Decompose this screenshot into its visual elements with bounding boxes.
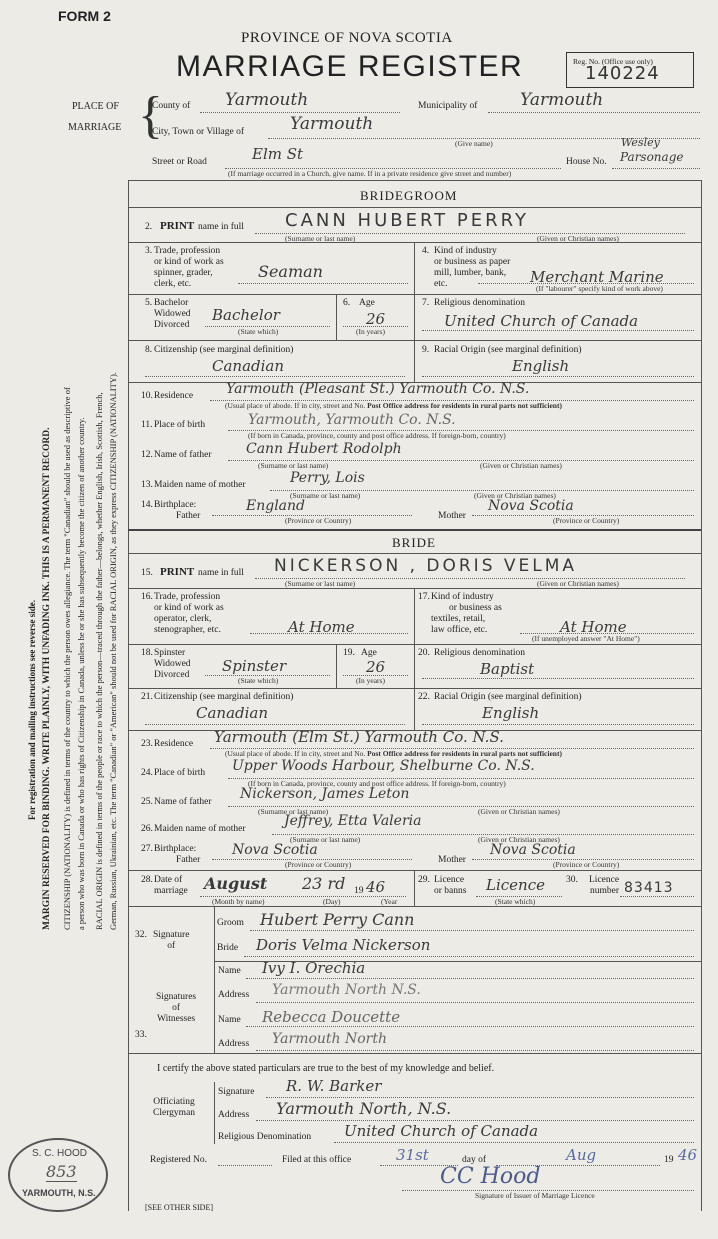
groom-print-label: PRINT bbox=[160, 220, 195, 232]
bride-father-surname-caption: (Surname or last name) bbox=[258, 807, 329, 816]
bride-birthplace-label: Birthplace: Father bbox=[154, 844, 201, 865]
street-value: Elm St bbox=[252, 145, 304, 163]
bride-n23: 23. bbox=[141, 739, 153, 749]
groom-trade-label: Trade, profession or kind of work as spinner, grader, clerk, etc. bbox=[154, 246, 224, 289]
house-value-1: Wesley bbox=[621, 136, 660, 149]
groom-n14: 14. bbox=[141, 500, 153, 510]
stamp-number: 853 bbox=[46, 1162, 77, 1181]
registered-no-label: Registered No. bbox=[150, 1155, 207, 1165]
bride-religion: Baptist bbox=[480, 660, 535, 678]
reg-no-box bbox=[566, 52, 694, 88]
bride-mother: Jeffrey, Etta Valeria bbox=[284, 813, 422, 829]
groom-n10: 10. bbox=[141, 391, 153, 401]
groom-given-caption: (Given or Christian names) bbox=[537, 234, 619, 243]
witness-1-address: Yarmouth North N.S. bbox=[272, 982, 421, 998]
page-title: MARRIAGE REGISTER bbox=[176, 50, 524, 83]
bride-heading: BRIDE bbox=[392, 535, 436, 550]
place-note: (If marriage occurred in a Church, give name. If in a private residence give street and number) bbox=[228, 169, 512, 178]
groom-status: Bachelor bbox=[212, 306, 280, 324]
bride-status-label: Spinster Widowed Divorced bbox=[154, 648, 191, 680]
see-other-side: [SEE OTHER SIDE] bbox=[145, 1203, 213, 1212]
bride-residence-caption: (Usual place of abode. If in city, street and No. Post Office address for residents in rural parts not sufficient) bbox=[225, 749, 562, 758]
witnesses-label: Signatures of Witnesses bbox=[156, 992, 197, 1024]
form-number: FORM 2 bbox=[58, 8, 111, 24]
bride-residence-label: Residence bbox=[154, 739, 194, 749]
w2-address-label: Address bbox=[218, 1039, 250, 1049]
bride-n25: 25. bbox=[141, 797, 153, 807]
groom-mother-label: Maiden name of mother bbox=[154, 480, 246, 490]
clergy-signature-label: Signature bbox=[218, 1087, 255, 1097]
groom-n7: 7. bbox=[422, 298, 430, 308]
issuer-caption: Signature of Issuer of Marriage Licence bbox=[475, 1191, 595, 1200]
groom-n3: 3. bbox=[145, 246, 153, 256]
bride-trade-label: Trade, profession or kind of work as operator, clerk, stenographer, etc. bbox=[154, 592, 224, 635]
groom-mother-given-caption: (Given or Christian names) bbox=[474, 491, 556, 500]
bride-n21: 21. bbox=[141, 692, 153, 702]
groom-residence: Yarmouth (Pleasant St.) Yarmouth Co. N.S. bbox=[226, 381, 530, 397]
groom-industry-label: Kind of industry or business as paper mill, lumber, bank, etc. bbox=[434, 246, 511, 289]
bride-birth-label: Place of birth bbox=[154, 768, 206, 778]
sidebar-racial-def-2: German, Russian, Ukrainian, etc. The term "Canadian" or "American" should not be used for RACIAL ORIGIN, as they express CITIZENSHIP (NATIONALITY). bbox=[108, 372, 118, 930]
date-month-caption: (Month by name) bbox=[212, 897, 265, 906]
bride-n27: 27. bbox=[141, 844, 153, 854]
groom-father-birthplace: England bbox=[246, 498, 306, 514]
municipality-value: Yarmouth bbox=[520, 90, 604, 110]
sidebar-instructions: For registration and mailing instructions see reverse side. bbox=[27, 600, 37, 820]
groom-signature: Hubert Perry Cann bbox=[260, 910, 415, 929]
w1-address-label: Address bbox=[218, 990, 250, 1000]
groom-labourer-caption: (If "labourer" specify kind of work above) bbox=[536, 284, 663, 293]
give-name-caption: (Give name) bbox=[455, 139, 493, 148]
groom-surname-caption: (Surname or last name) bbox=[285, 234, 356, 243]
sidebar-citizenship-def-2: a person who was born in Canada or who has rights of Citizenship in Canada, unless he or she has subsequently become the citizen of another country. bbox=[76, 417, 86, 930]
groom-religion-label: Religious denomination bbox=[434, 298, 526, 308]
bride-age-label: Age bbox=[361, 648, 377, 658]
bride-signature: Doris Velma Nickerson bbox=[256, 936, 431, 954]
registrar-stamp bbox=[8, 1138, 108, 1212]
bride-given-caption: (Given or Christian names) bbox=[537, 579, 619, 588]
bride-trade: At Home bbox=[288, 618, 355, 636]
reg-no-value: 140224 bbox=[585, 63, 660, 84]
brace: { bbox=[138, 87, 163, 144]
groom-sig-label: Groom bbox=[217, 918, 244, 928]
marriage-year: 46 bbox=[366, 878, 386, 896]
groom-n2: 2. bbox=[145, 222, 153, 232]
groom-status-label: Bachelor Widowed Divorced bbox=[154, 298, 191, 330]
marriage-day: 23 rd bbox=[302, 874, 346, 893]
filed-month: Aug bbox=[566, 1146, 597, 1164]
groom-n11: 11. bbox=[141, 420, 153, 430]
bride-citizenship: Canadian bbox=[196, 704, 269, 722]
reg-no-label: Reg. No. (Office use only) bbox=[573, 57, 653, 66]
groom-mother-surname-caption: (Surname or last name) bbox=[290, 491, 361, 500]
sig-n33: 33. bbox=[135, 1030, 147, 1040]
sidebar-margin-notice: MARGIN RESERVED FOR BINDING. WRITE PLAINLY, WITH UNFADING INK. THIS IS A PERMANENT RECORD. bbox=[42, 427, 52, 930]
bride-mother-given-caption: (Given or Christian names) bbox=[478, 835, 560, 844]
bride-racial: English bbox=[482, 704, 540, 722]
bride-n26: 26. bbox=[141, 824, 153, 834]
clergy-address: Yarmouth North, N.S. bbox=[276, 1099, 452, 1118]
bride-surname-caption: (Surname or last name) bbox=[285, 579, 356, 588]
groom-father: Cann Hubert Rodolph bbox=[246, 441, 402, 457]
date-year-caption: (Year bbox=[381, 897, 398, 906]
groom-citizenship: Canadian bbox=[212, 357, 285, 375]
bride-birth: Upper Woods Harbour, Shelburne Co. N.S. bbox=[232, 758, 535, 774]
bride-print-label: PRINT bbox=[160, 566, 195, 578]
groom-n9: 9. bbox=[422, 345, 430, 355]
groom-n12: 12. bbox=[141, 450, 153, 460]
groom-birth: Yarmouth, Yarmouth Co. N.S. bbox=[248, 412, 456, 428]
bride-mother-surname-caption: (Surname or last name) bbox=[290, 835, 361, 844]
groom-mother-birthplace: Nova Scotia bbox=[488, 498, 574, 514]
filed-year-prefix: 19 bbox=[664, 1155, 674, 1165]
bride-citizenship-label: Citizenship (see marginal definition) bbox=[154, 692, 294, 702]
groom-n4: 4. bbox=[422, 246, 430, 256]
groom-father-label: Name of father bbox=[154, 450, 212, 460]
bride-mother-province-caption: (Province or Country) bbox=[553, 860, 620, 869]
groom-trade: Seaman bbox=[258, 262, 323, 281]
groom-age: 26 bbox=[366, 310, 386, 328]
street-label: Street or Road bbox=[152, 157, 207, 167]
city-value: Yarmouth bbox=[290, 114, 374, 134]
licence-number: 83413 bbox=[624, 880, 674, 896]
groom-n8: 8. bbox=[145, 345, 153, 355]
groom-racial: English bbox=[512, 357, 570, 375]
bride-mother-label: Maiden name of mother bbox=[154, 824, 246, 834]
bride-mother-birthplace: Nova Scotia bbox=[490, 842, 576, 858]
municipality-label: Municipality of bbox=[418, 101, 478, 111]
groom-state-caption: (State which) bbox=[238, 327, 279, 336]
groom-years-caption: (In years) bbox=[356, 327, 385, 336]
bride-age: 26 bbox=[366, 658, 386, 676]
groom-n6: 6. bbox=[343, 298, 351, 308]
day-of-label: day of bbox=[462, 1155, 487, 1165]
house-value-2: Parsonage bbox=[620, 150, 684, 164]
issuer-signature: CC Hood bbox=[440, 1164, 541, 1189]
groom-n5: 5. bbox=[145, 298, 153, 308]
groom-mother-word: Mother bbox=[438, 511, 466, 521]
bride-sig-label: Bride bbox=[217, 943, 239, 953]
groom-industry: Merchant Marine bbox=[530, 268, 664, 286]
groom-age-label: Age bbox=[359, 298, 375, 308]
groom-father-surname-caption: (Surname or last name) bbox=[258, 461, 329, 470]
stamp-top-text: S. C. HOOD bbox=[32, 1148, 88, 1159]
bride-n15: 15. bbox=[141, 568, 153, 578]
groom-residence-caption: (Usual place of abode. If in city, street and No. Post Office address for residents in rural parts not sufficient) bbox=[225, 401, 562, 410]
county-value: Yarmouth bbox=[225, 90, 309, 110]
bride-n24: 24. bbox=[141, 768, 153, 778]
bride-father-birthplace: Nova Scotia bbox=[232, 842, 318, 858]
marriage-label: MARRIAGE bbox=[68, 122, 122, 133]
clergy-signature: R. W. Barker bbox=[286, 1077, 382, 1095]
signature-of-label: Signature of bbox=[153, 930, 190, 951]
groom-birth-label: Place of birth bbox=[154, 420, 206, 430]
county-label: County of bbox=[152, 101, 191, 111]
groom-mother: Perry, Lois bbox=[290, 470, 365, 486]
groom-father-province-caption: (Province or Country) bbox=[285, 516, 352, 525]
bride-racial-label: Racial Origin (see marginal definition) bbox=[434, 692, 582, 702]
bride-industry: At Home bbox=[560, 618, 627, 636]
groom-birthplace-label: Birthplace: Father bbox=[154, 500, 201, 521]
clergy-address-label: Address bbox=[218, 1110, 250, 1120]
bride-father-province-caption: (Province or Country) bbox=[285, 860, 352, 869]
groom-name: CANN HUBERT PERRY bbox=[285, 210, 529, 231]
bride-name: NICKERSON , DORIS VELMA bbox=[274, 556, 578, 576]
bride-n20: 20. bbox=[418, 648, 430, 658]
licence-label: Licence or banns bbox=[434, 875, 467, 896]
groom-name-in-full-label: name in full bbox=[198, 222, 244, 232]
date-n30: 30. bbox=[566, 875, 578, 885]
bride-n19: 19. bbox=[343, 648, 355, 658]
groom-n13: 13. bbox=[141, 480, 153, 490]
house-label: House No. bbox=[566, 157, 607, 167]
bride-state-caption: (State which) bbox=[238, 676, 279, 685]
groom-residence-label: Residence bbox=[154, 391, 194, 401]
stamp-bottom-text: YARMOUTH, N.S. bbox=[22, 1188, 96, 1198]
bride-religion-label: Religious denomination bbox=[434, 648, 526, 658]
sidebar-citizenship-def-1: CITIZENSHIP (NATIONALITY) is defined in terms of the country to which the person owes allegiance. The term "Canadian" should be used as descriptive of bbox=[62, 387, 72, 930]
witness-1-name: Ivy I. Orechia bbox=[262, 959, 366, 977]
filed-year: 46 bbox=[678, 1146, 698, 1164]
place-of-label: PLACE OF bbox=[72, 101, 119, 112]
witness-2-address: Yarmouth North bbox=[272, 1031, 388, 1047]
groom-racial-label: Racial Origin (see marginal definition) bbox=[434, 345, 582, 355]
clergy-religion: United Church of Canada bbox=[344, 1122, 539, 1140]
licence-state-caption: (State which) bbox=[495, 897, 536, 906]
groom-citizenship-label: Citizenship (see marginal definition) bbox=[154, 345, 294, 355]
filed-day: 31st bbox=[396, 1146, 429, 1164]
bride-n17: 17. bbox=[418, 592, 430, 602]
date-n28: 28. bbox=[141, 875, 153, 885]
bride-status: Spinster bbox=[222, 657, 287, 675]
bride-birth-caption: (If born in Canada, province, county and post office address. If foreign-born, country) bbox=[248, 779, 506, 788]
bride-years-caption: (In years) bbox=[356, 676, 385, 685]
bride-n18: 18. bbox=[141, 648, 153, 658]
officiating-clergyman-label: Officiating Clergyman bbox=[153, 1097, 196, 1118]
bride-father: Nickerson, James Leton bbox=[240, 786, 410, 802]
bride-father-given-caption: (Given or Christian names) bbox=[478, 807, 560, 816]
groom-religion: United Church of Canada bbox=[444, 312, 639, 330]
province-heading: PROVINCE OF NOVA SCOTIA bbox=[241, 30, 453, 46]
sidebar-racial-def-1: RACIAL ORIGIN is defined in terms of the people or race to which the person—traced through the father—belongs, whether English, Irish, Scottish, French, bbox=[94, 392, 104, 930]
bride-industry-label: Kind of industry or business as textiles, retail, law office, etc. bbox=[431, 592, 502, 635]
bride-unemployed-caption: (If unemployed answer "At Home") bbox=[532, 634, 640, 643]
witness-2-name: Rebecca Doucette bbox=[262, 1008, 401, 1026]
clergy-religion-label: Religious Denomination bbox=[218, 1132, 312, 1142]
licence-no-label: Licence number bbox=[589, 875, 620, 896]
certify-statement: I certify the above stated particulars are true to the best of my knowledge and belief. bbox=[157, 1063, 495, 1074]
date-n29: 29. bbox=[418, 875, 430, 885]
marriage-month: August bbox=[204, 874, 268, 893]
marriage-year-prefix: 19 bbox=[354, 886, 364, 896]
bride-father-label: Name of father bbox=[154, 797, 212, 807]
city-label: City, Town or Village of bbox=[152, 127, 244, 137]
bridegroom-heading: BRIDEGROOM bbox=[360, 188, 458, 203]
groom-father-given-caption: (Given or Christian names) bbox=[480, 461, 562, 470]
bride-mother-word: Mother bbox=[438, 855, 466, 865]
bride-n16: 16. bbox=[141, 592, 153, 602]
date-day-caption: (Day) bbox=[323, 897, 341, 906]
w2-name-label: Name bbox=[218, 1015, 241, 1025]
date-label: Date of marriage bbox=[154, 875, 188, 896]
groom-birth-caption: (If born in Canada, province, county and post office address. If foreign-born, country) bbox=[248, 431, 506, 440]
w1-name-label: Name bbox=[218, 966, 241, 976]
bride-residence: Yarmouth (Elm St.) Yarmouth Co. N.S. bbox=[214, 728, 504, 746]
filed-label: Filed at this office bbox=[282, 1155, 352, 1165]
sig-n32: 32. bbox=[135, 930, 147, 940]
bride-n22: 22. bbox=[418, 692, 430, 702]
licence-type: Licence bbox=[486, 876, 545, 894]
groom-mother-province-caption: (Province or Country) bbox=[553, 516, 620, 525]
bride-name-in-full-label: name in full bbox=[198, 568, 244, 578]
